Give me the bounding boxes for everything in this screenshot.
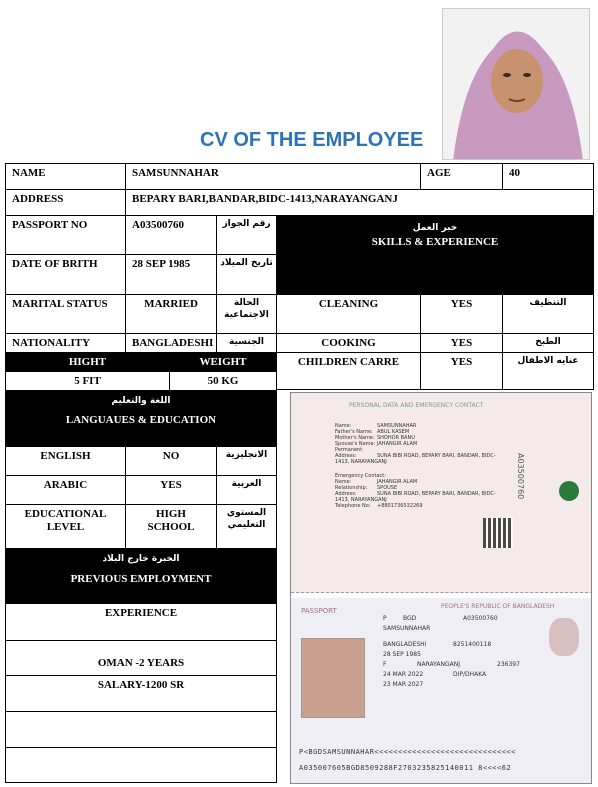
skill-cooking-value: YES bbox=[420, 333, 503, 353]
education-label-ar: المستوي التعليمي bbox=[216, 504, 277, 549]
name-value: SAMSUNNAHAR bbox=[125, 163, 421, 190]
empty-row-1 bbox=[5, 711, 277, 748]
education-label: EDUCATIONAL LEVEL bbox=[5, 504, 126, 549]
passport-label-ar: رقم الجواز bbox=[216, 215, 277, 255]
experience-country: OMAN -2 YEARS bbox=[5, 640, 277, 676]
skill-cleaning-value: YES bbox=[420, 294, 503, 334]
skills-header-en: SKILLS & EXPERIENCE bbox=[371, 236, 499, 248]
skill-children-label: CHILDREN CARRE bbox=[276, 352, 421, 390]
previous-header bbox=[5, 548, 277, 604]
marital-label: MARITAL STATUS bbox=[5, 294, 126, 334]
passport-holder-photo bbox=[301, 638, 365, 718]
page-title: CV OF THE EMPLOYEE bbox=[200, 129, 424, 151]
skill-cleaning-label-ar: التنظيف bbox=[502, 294, 594, 334]
lang-arabic-label: ARABIC bbox=[5, 475, 126, 505]
passport-value: A03500760 bbox=[125, 215, 217, 255]
lang-english-value: NO bbox=[125, 446, 217, 476]
passport-fields: Name: SAMSUNNAHAR Father's Name: ABUL KASEM Mother's Name: SHOHOR BANU Spouse's Name: JAHANGIR ALAM Permanent Address: SUNA BIBI ROAD, BEPARY BARI, BANDAR, BIDC-1413, NARAYANGANJ Emergency Contact: Name: JAHANGIR ALAM Relationship: SPOUSE Address: SUNA BIBI ROAD, BEPARY BARI, BANDAR, BIDC-1413, NARAYANGANJ Telephone No: +8801736532269 bbox=[335, 423, 496, 509]
experience-label: EXPERIENCE bbox=[5, 603, 277, 641]
passport-top-heading: PERSONAL DATA AND EMERGENCY CONTACT bbox=[349, 402, 484, 409]
name-label: NAME bbox=[5, 163, 126, 190]
dob-label: DATE OF BRITH bbox=[5, 254, 126, 295]
lang-arabic-label-ar: العربية bbox=[216, 475, 277, 505]
dob-label-ar: تاريخ الميلاد bbox=[216, 254, 277, 295]
skill-children-value: YES bbox=[420, 352, 503, 390]
skills-header bbox=[276, 215, 594, 295]
passport-main-fields: P BGD A03500760 SAMSUNNAHAR BANGLADESHI 8251400118 28 SEP 1985 F NARAYANGANJ 236397 24 MAR 2022 DIP/DHAKA 23 MAR 2027 bbox=[383, 615, 520, 688]
marital-value: MARRIED bbox=[125, 294, 217, 334]
nationality-label: NATIONALITY bbox=[5, 333, 126, 353]
skill-children-label-ar: عنايه الاطفال bbox=[502, 352, 594, 390]
passport-ghost-photo bbox=[549, 618, 579, 656]
lang-arabic-value: YES bbox=[125, 475, 217, 505]
hight-label: HIGHT bbox=[5, 352, 170, 372]
passport-country-header: PEOPLE'S REPUBLIC OF BANGLADESH bbox=[441, 603, 555, 610]
weight-label: WEIGHT bbox=[169, 352, 277, 372]
dob-value: 28 SEP 1985 bbox=[125, 254, 217, 295]
skill-cooking-label: COOKING bbox=[276, 333, 421, 353]
lang-english-label-ar: الانجليزية bbox=[216, 446, 277, 476]
age-label: AGE bbox=[420, 163, 503, 190]
skill-cooking-label-ar: الطبخ bbox=[502, 333, 594, 353]
passport-side-number: A03500760 bbox=[516, 453, 525, 500]
education-value: HIGH SCHOOL bbox=[125, 504, 217, 549]
address-label: ADDRESS bbox=[5, 189, 126, 216]
previous-header-ar: الخبرة خارج البلاد bbox=[102, 554, 180, 564]
marital-label-ar: الحالة الاجتماعية bbox=[216, 294, 277, 334]
languages-header bbox=[5, 390, 277, 447]
nationality-value: BANGLADESHI bbox=[125, 333, 217, 353]
empty-row-2 bbox=[5, 747, 277, 783]
previous-header-en: PREVIOUS EMPLOYMENT bbox=[70, 573, 212, 585]
lang-english-label: ENGLISH bbox=[5, 446, 126, 476]
emblem-icon bbox=[559, 481, 579, 501]
address-value: BEPARY BARI,BANDAR,BIDC-1413,NARAYANGANJ bbox=[125, 189, 594, 216]
skill-cleaning-label: CLEANING bbox=[276, 294, 421, 334]
weight-value: 50 KG bbox=[169, 371, 277, 391]
passport-mrz-line-1: P<BGDSAMSUNNAHAR<<<<<<<<<<<<<<<<<<<<<<<<<<<<<< bbox=[299, 748, 516, 756]
passport-mrz-line-2: A035007605BGD8509288F2703235825140011 8<<<<62 bbox=[299, 764, 512, 772]
languages-header-en: LANGUAUES & EDUCATION bbox=[65, 414, 217, 426]
nationality-label-ar: الجنسية bbox=[216, 333, 277, 353]
hight-value: 5 FIT bbox=[5, 371, 170, 391]
passport-scan bbox=[290, 392, 592, 784]
passport-data-page bbox=[291, 393, 592, 593]
employee-photo bbox=[442, 8, 590, 160]
languages-header-ar: اللغة والتعليم bbox=[111, 396, 171, 406]
skills-header-ar: خبر العمل bbox=[412, 223, 458, 233]
qr-code bbox=[483, 518, 513, 548]
passport-label: PASSPORT NO bbox=[5, 215, 126, 255]
age-value: 40 bbox=[502, 163, 594, 190]
experience-salary: SALARY-1200 SR bbox=[5, 675, 277, 712]
passport-word: PASSPORT bbox=[301, 607, 337, 615]
passport-photo-page bbox=[291, 598, 592, 784]
